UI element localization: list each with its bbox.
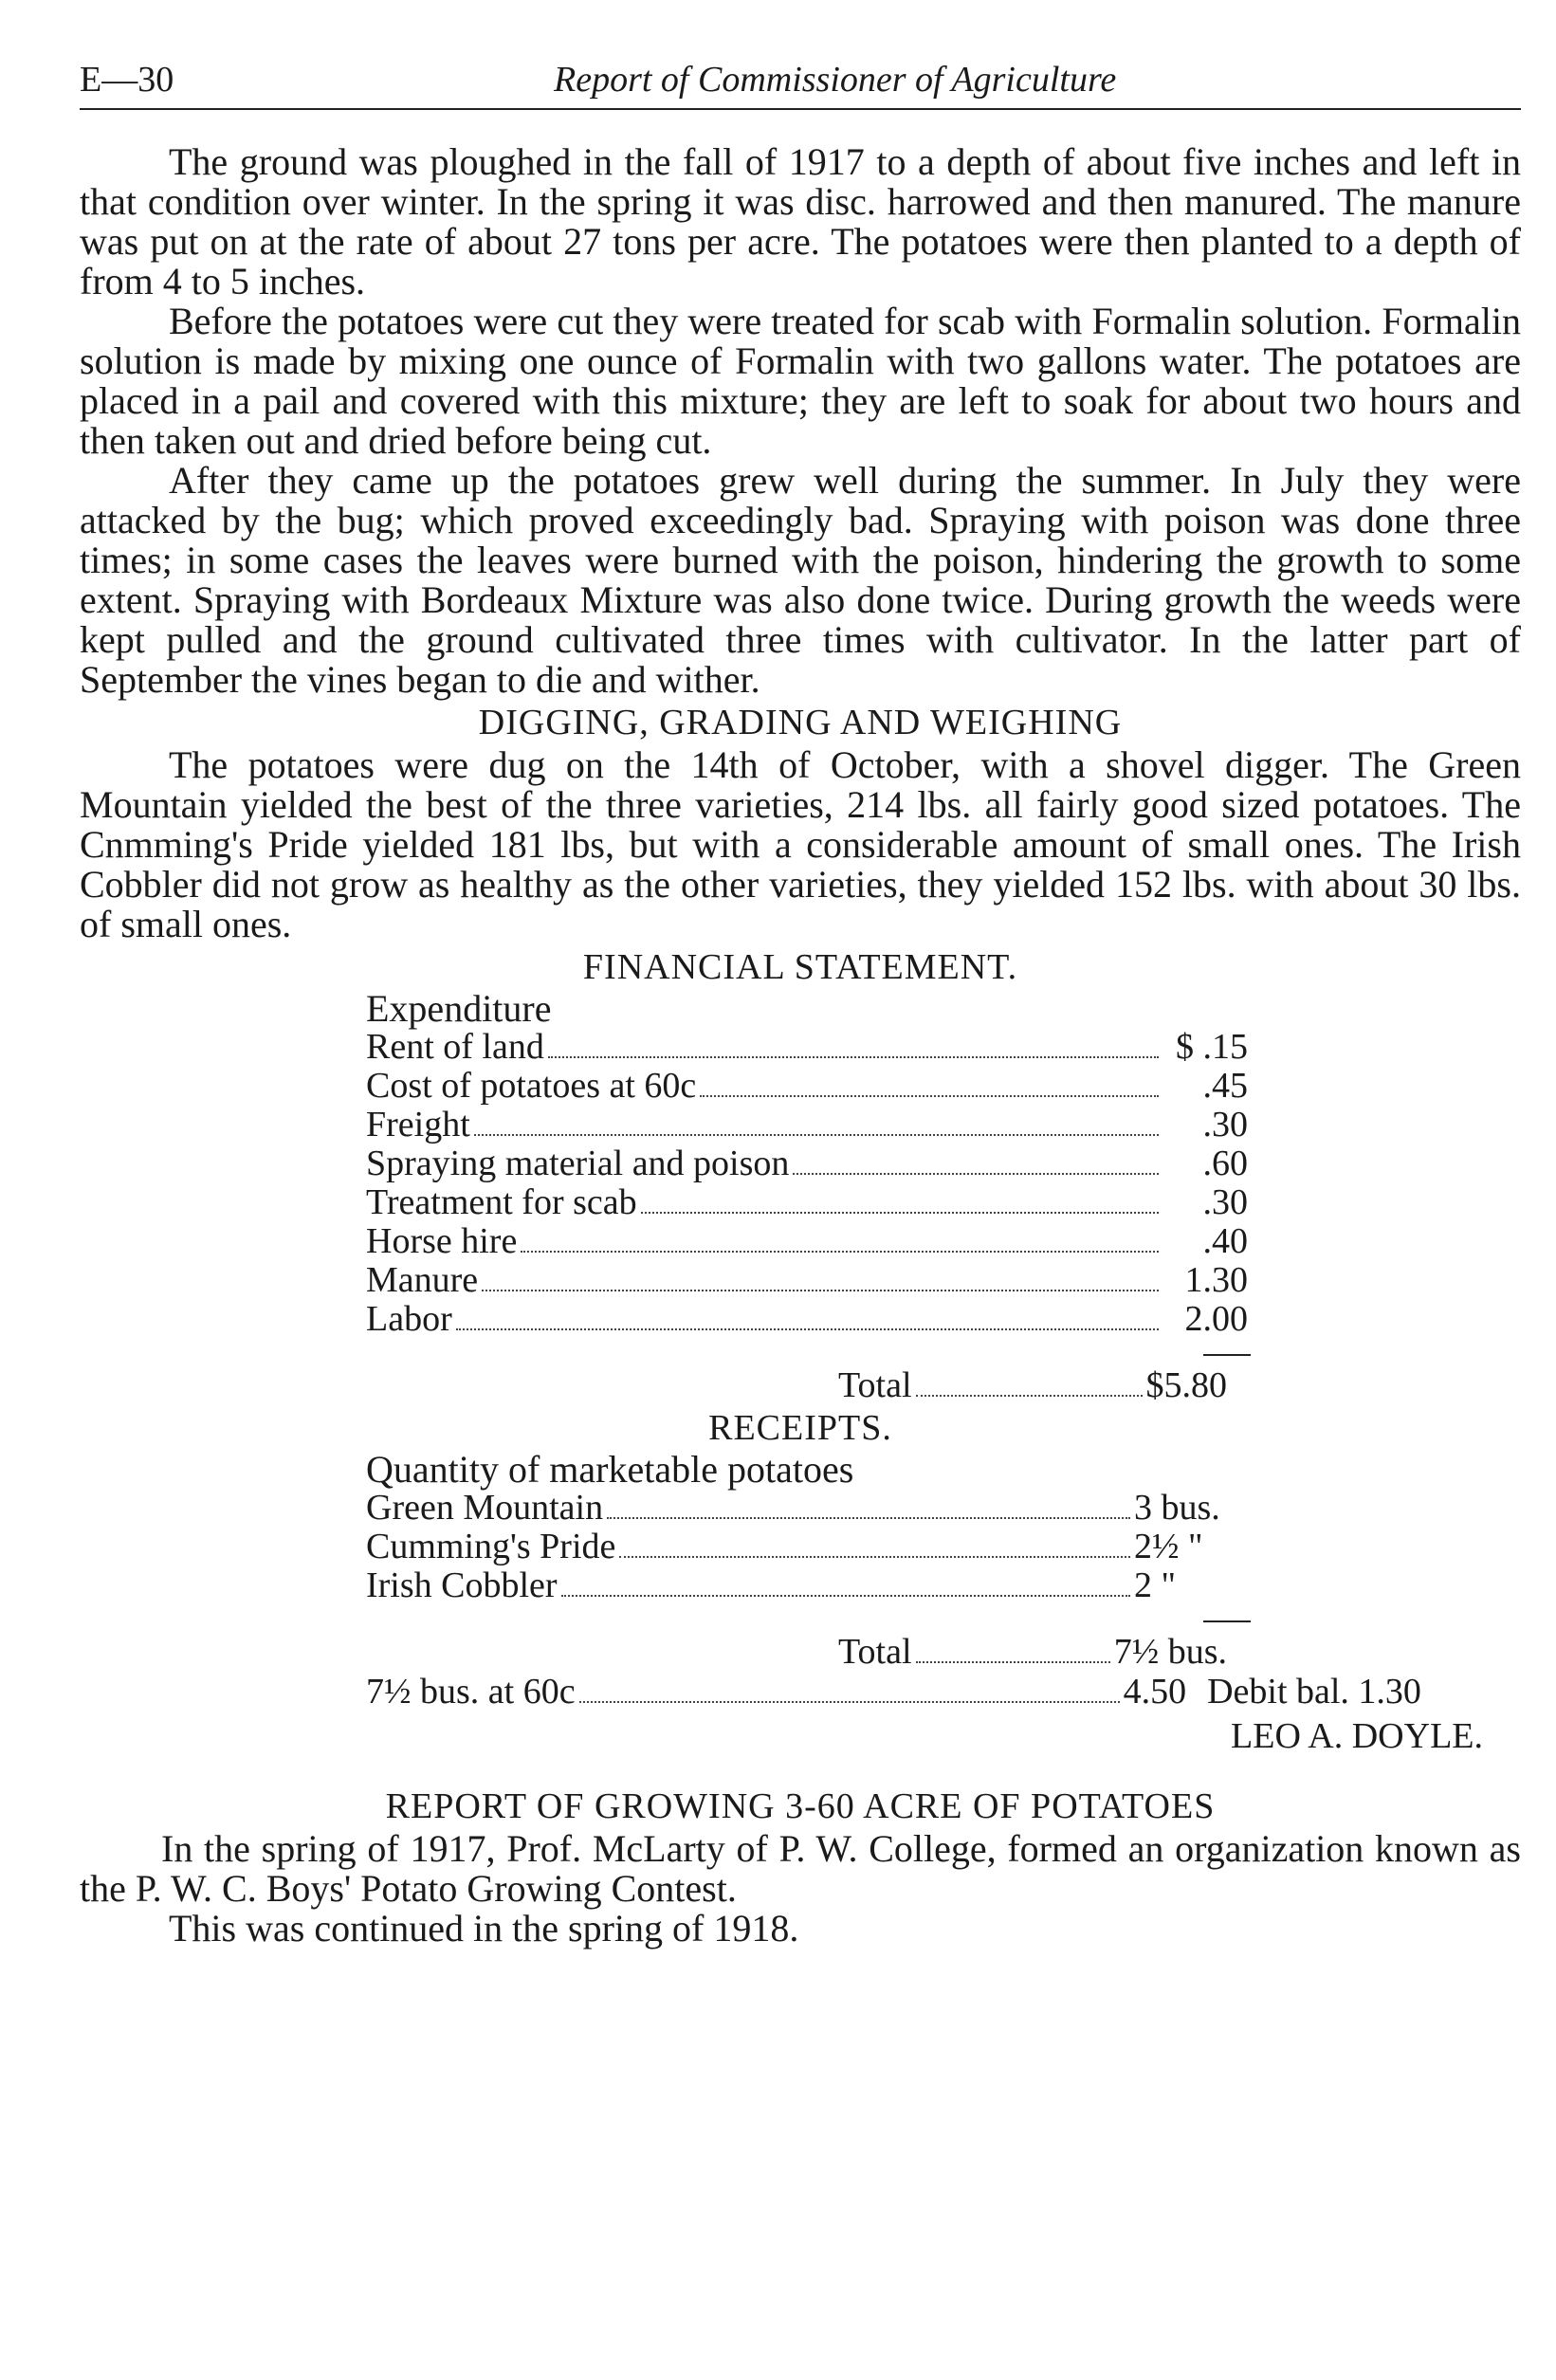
paragraph-growth: After they came up the potatoes grew well during the summer. In July they were attacked by the bug; which proved exceedingly bad. Spraying with poison was done three times; in some cases the leaves were burned with the poison, hindering the growth to some extent. Spraying with Bordeaux Mixture was also done twice. During growth the weeds were kept pulled and the ground cultivated three times with cultivator. In the latter part of September the vines began to die and wither. bbox=[80, 459, 1521, 701]
receipt-row bbox=[366, 1528, 1248, 1566]
expense-value: 2.00 bbox=[1184, 1299, 1248, 1339]
receipt-value: 3 bus. bbox=[1134, 1488, 1220, 1528]
expense-row bbox=[366, 1106, 1248, 1144]
total-rule bbox=[1203, 1620, 1251, 1622]
receipt-value: 2 " bbox=[1134, 1565, 1177, 1605]
total-value: $5.80 bbox=[1145, 1365, 1227, 1405]
receipt-value: 2½ " bbox=[1134, 1527, 1203, 1566]
sale-label: 7½ bus. at 60c bbox=[366, 1672, 576, 1712]
expense-label: Freight bbox=[366, 1105, 470, 1144]
page-number: E—30 bbox=[80, 60, 174, 100]
expense-label: Cost of potatoes at 60c bbox=[366, 1066, 697, 1106]
running-title: Report of Commissioner of Agriculture bbox=[554, 60, 1117, 100]
paragraph-scab-treatment: Before the potatoes were cut they were treated for scab with Formalin solution. Formalin solution is made by mixing one ounce of Formalin with two gallons water. The potatoes are placed in a pail and covered with this mixture; they are left to soak for about two hours and then taken out and dried before being cut. bbox=[80, 300, 1521, 462]
expenditure-total-row bbox=[838, 1365, 1227, 1405]
receipt-label: Cumming's Pride bbox=[366, 1527, 616, 1566]
expense-label: Manure bbox=[366, 1260, 479, 1300]
expenditure-label: Expenditure bbox=[366, 987, 552, 1030]
receipt-row bbox=[366, 1489, 1248, 1528]
total-value: 7½ bus. bbox=[1113, 1632, 1227, 1672]
expense-value: .45 bbox=[1202, 1066, 1248, 1106]
receipts-total-row bbox=[838, 1632, 1227, 1672]
heading-report: REPORT OF GROWING 3-60 ACRE OF POTATOES bbox=[385, 1786, 1216, 1826]
total-label: Total bbox=[838, 1632, 912, 1672]
expense-label: Spraying material and poison bbox=[366, 1144, 790, 1183]
receipt-row bbox=[366, 1566, 1248, 1605]
expense-label: Rent of land bbox=[366, 1027, 544, 1067]
leader-dots bbox=[619, 1556, 1130, 1558]
running-header bbox=[80, 59, 1521, 110]
heading-digging: DIGGING, GRADING AND WEIGHING bbox=[478, 703, 1123, 742]
expense-row bbox=[366, 1144, 1248, 1183]
leader-dots bbox=[482, 1290, 1159, 1291]
leader-dots bbox=[607, 1517, 1130, 1519]
paragraph-contest: In the spring of 1917, Prof. McLarty of P. W. College, formed an organization known as the P. W. C. Boys' Potato Growing Contest. bbox=[80, 1827, 1521, 1910]
leader-dots bbox=[474, 1134, 1159, 1136]
receipt-label: Green Mountain bbox=[366, 1488, 604, 1528]
expense-row bbox=[366, 1067, 1248, 1106]
expenditure-table bbox=[366, 987, 1248, 1339]
total-label: Total bbox=[838, 1365, 912, 1405]
leader-dots bbox=[561, 1595, 1130, 1597]
leader-dots bbox=[579, 1701, 1120, 1703]
leader-dots bbox=[916, 1661, 1110, 1663]
quantity-label: Quantity of marketable potatoes bbox=[366, 1448, 854, 1491]
heading-financial: FINANCIAL STATEMENT. bbox=[582, 947, 1018, 987]
paragraph-digging: The potatoes were dug on the 14th of October, with a shovel digger. The Green Mountain yielded the best of the three varieties, 214 lbs. all fairly good sized potatoes. The Cnmming's Pride yielded 181 lbs, but with a considerable amount of small ones. The Irish Cobbler did not grow as healthy as the other varieties, they yielded 152 lbs. with about 30 lbs. of small ones. bbox=[80, 743, 1521, 945]
expense-label: Labor bbox=[366, 1299, 452, 1339]
paragraph-continued: This was continued in the spring of 1918. bbox=[169, 1907, 799, 1950]
expense-value: $ .15 bbox=[1176, 1027, 1248, 1067]
receipts-table bbox=[366, 1448, 1248, 1605]
expense-label: Treatment for scab bbox=[366, 1182, 637, 1222]
expense-row bbox=[366, 1261, 1248, 1300]
expense-row bbox=[366, 1028, 1248, 1067]
expense-value: .60 bbox=[1202, 1144, 1248, 1183]
expense-row bbox=[366, 1183, 1248, 1222]
leader-dots bbox=[700, 1095, 1159, 1097]
sale-value: 4.50 bbox=[1123, 1672, 1187, 1712]
signature: LEO A. DOYLE. bbox=[1231, 1716, 1483, 1756]
leader-dots bbox=[641, 1212, 1159, 1214]
page-body bbox=[80, 142, 1521, 1949]
leader-dots bbox=[916, 1395, 1143, 1397]
expense-row bbox=[366, 1300, 1248, 1339]
total-rule bbox=[1203, 1354, 1251, 1356]
expense-value: 1.30 bbox=[1184, 1260, 1248, 1300]
heading-receipts: RECEIPTS. bbox=[708, 1408, 892, 1448]
leader-dots bbox=[521, 1251, 1159, 1253]
leader-dots bbox=[548, 1056, 1159, 1058]
paragraph-ploughing: The ground was ploughed in the fall of 1917 to a depth of about five inches and left in that condition over winter. In the spring it was disc. harrowed and then manured. The manure was put on at the rate of about 27 tons per acre. The potatoes were then planted to a depth of from 4 to 5 inches. bbox=[80, 140, 1521, 302]
expense-value: .30 bbox=[1202, 1182, 1248, 1222]
sale-row bbox=[366, 1672, 1556, 1712]
expense-label: Horse hire bbox=[366, 1221, 518, 1261]
expense-row bbox=[366, 1222, 1248, 1261]
leader-dots bbox=[456, 1328, 1159, 1330]
debit-balance: Debit bal. 1.30 bbox=[1207, 1672, 1421, 1712]
receipt-label: Irish Cobbler bbox=[366, 1565, 558, 1605]
expense-value: .40 bbox=[1202, 1221, 1248, 1261]
expense-value: .30 bbox=[1202, 1105, 1248, 1144]
leader-dots bbox=[793, 1173, 1159, 1175]
